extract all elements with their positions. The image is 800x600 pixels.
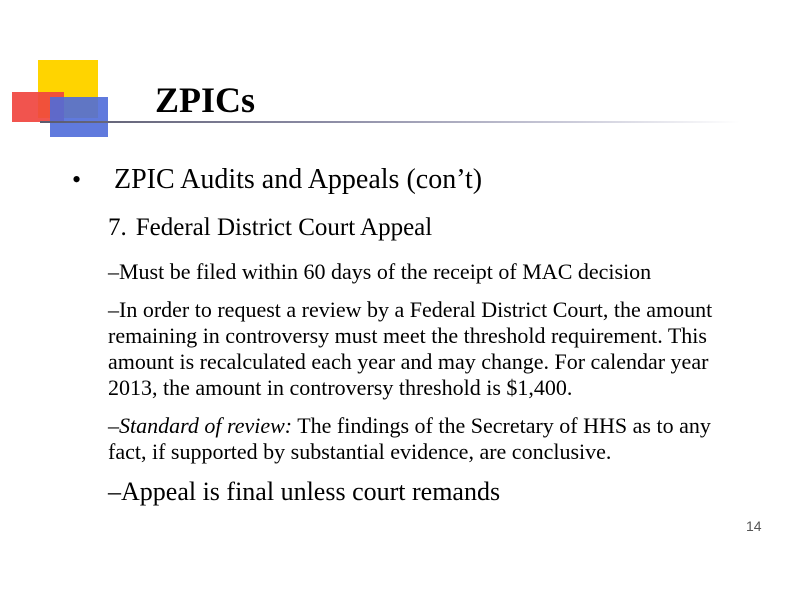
title-underline-rule <box>40 121 740 123</box>
bullet-dot-icon: • <box>72 165 82 194</box>
paragraph-standard-of-review <box>108 413 738 465</box>
page-number: 14 <box>746 518 762 534</box>
paragraph-threshold-requirement: –In order to request a review by a Federal District Court, the amount remaining in controversy must meet the threshold requirement. This amount is recalculated each year and may change. For calendar year 2013, the amount in controversy threshold is $1,400. <box>108 296 713 400</box>
paragraph-appeal-final: –Appeal is final unless court remands <box>108 476 501 506</box>
standard-of-review-label: Standard of review: <box>119 412 293 438</box>
heading-number: 7. <box>108 214 127 241</box>
standard-dash: – <box>108 412 119 438</box>
slide-title: ZPICs <box>155 80 256 120</box>
numbered-heading <box>108 214 738 243</box>
slide-content <box>108 214 738 519</box>
heading-text: Federal District Court Appeal <box>135 214 433 241</box>
standard-of-review-text: The findings of the Secretary of HHS as to any fact, if supported by substantial evidence, are conclusive. <box>108 412 711 464</box>
main-bullet <box>72 166 482 194</box>
paragraph-filing-deadline: –Must be filed within 60 days of the receipt of MAC decision <box>108 258 652 284</box>
decorative-blue-square <box>50 97 108 137</box>
main-bullet-text: ZPIC Audits and Appeals (con’t) <box>114 164 483 195</box>
